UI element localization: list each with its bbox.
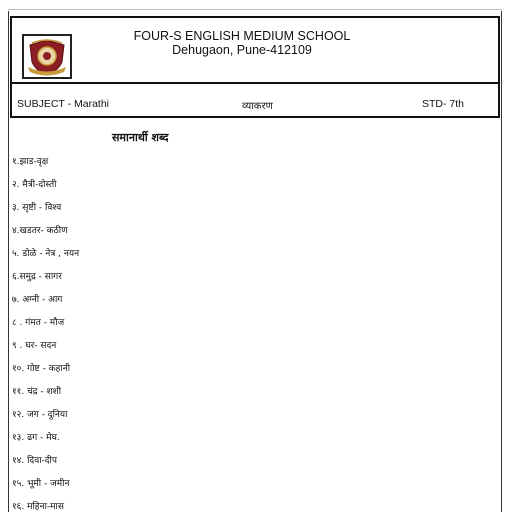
page-top-rule [8,9,502,10]
school-address: Dehugaon, Pune-412109 [172,43,312,57]
list-item: ७. अग्नी - आग [12,295,63,305]
list-item: १६. महिना-मास [12,502,64,512]
subject-label: SUBJECT - Marathi [17,98,109,110]
std-label: STD- 7th [422,98,465,110]
list-item: १२. जग - दुनिया [12,410,68,420]
list-item: १०. गोष्ट - कहानी [12,364,71,374]
list-item: २. मैत्री-दोस्ती [12,180,57,190]
list-item: १३. ढग - मेघ. [12,433,60,443]
header-box [10,16,500,118]
school-name: FOUR-S ENGLISH MEDIUM SCHOOL [133,29,351,43]
list-item: ५. डोळे - नेत्र , नयन [12,249,80,259]
list-item: ११. चंद्र - शशी [12,387,62,397]
list-item: ३. सृष्टी - विश्व [12,203,62,213]
list-item: १४. दिवा-दीप [12,456,57,466]
school-logo [22,34,72,79]
list-item: ९ . घर- सदन [12,341,57,351]
list-item: ८ . गंमत - मौज [12,318,65,328]
list-item: ४.खडतर- कठीण [12,226,68,236]
synonym-list [12,152,79,520]
list-item: १.झाड-वृक्ष [12,157,49,167]
topic-label: व्याकरण [242,101,273,112]
list-item: १५. भूमी - जमीन [12,479,70,489]
section-title: समानार्थी शब्द [112,131,169,144]
header-divider [12,82,498,84]
list-item: ६.समुद्र - सागर [12,272,62,282]
